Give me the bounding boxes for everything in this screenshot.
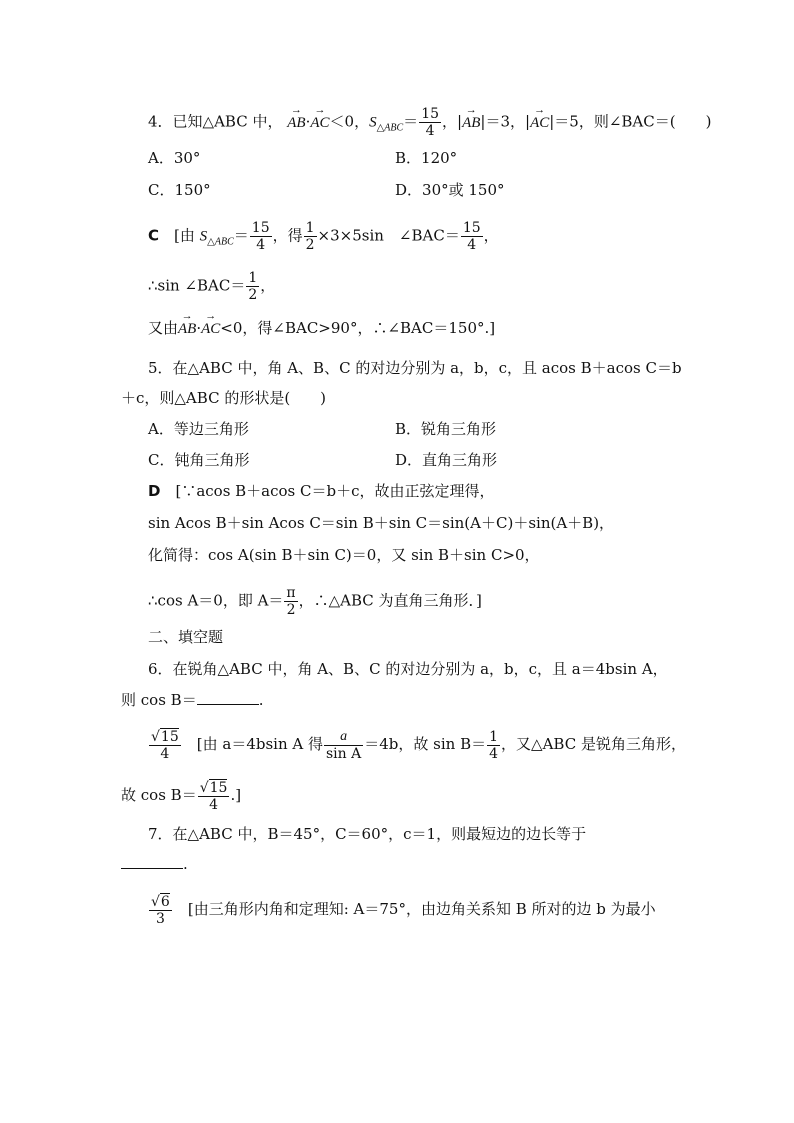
- q7-stem-line1: 7．在△ABC 中，B＝45°，C＝60°，c＝1，则最短边的边长等于: [148, 825, 587, 843]
- q4-stem: 4．已知△ABC 中， → AB·→ AC＜0，$S_{\triangle ABC}=$ $\frac{15}{4}$ ，|→ AB|＝3，|→ AC|＝5，则∠BAC＝( ): [148, 106, 711, 139]
- q5-stem-line2: ＋c，则△ABC 的形状是( ): [121, 389, 327, 407]
- q5-option-c: C．钝角三角形: [148, 451, 250, 469]
- q5-option-d: D．直角三角形: [395, 451, 498, 469]
- q4-solution-line1: C [由 $S_{\triangle ABC}=$ $\frac{15}{4}$ ，得 $\frac{1}{2}$ ×3×5sin ∠BAC＝ $\frac{15}{4}$ ，: [148, 220, 499, 253]
- q5-stem-line1: 5．在△ABC 中，角 A、B、C 的对边分别为 a，b，c，且 acos B＋acos C＝b: [148, 359, 682, 377]
- answer-blank: [197, 690, 259, 705]
- q6-stem-line2: 则 cos B＝ .: [121, 691, 264, 709]
- q5-option-a: A．等边三角形: [148, 420, 249, 438]
- q5-solution-line3: 化简得：cos A(sin B＋sin C)＝0，又 sin B＋sin C>0，: [148, 546, 540, 564]
- q4-option-a: A．30°: [148, 149, 201, 167]
- q7-solution-line1: $\frac{√6}{3}$ [由三角形内角和定理知: A＝75°，由边角关系知 B 所对的边 b 为最小: [151, 894, 656, 927]
- section-heading: 二、填空题: [148, 628, 224, 646]
- q5-solution-line2: sin Acos B＋sin Acos C＝sin B＋sin C＝sin(A＋C)＋sin(A＋B)，: [148, 514, 615, 532]
- q4-solution-line2: ∴sin ∠BAC＝ $\frac{1}{2}$ ，: [148, 270, 276, 303]
- q5-solution-line4: ∴cos A＝0，即 A＝ $\frac{\pi}{2}$ ，∴△ABC 为直角三角形．]: [148, 585, 482, 618]
- q4-answer: C: [148, 226, 160, 245]
- q5-solution-line1: D [∵acos B＋acos C＝b＋c，故由正弦定理得，: [148, 482, 495, 500]
- q6-solution-line1: $\frac{√15}{4}$ [由 a＝4bsin A 得 $\frac{a}{\text{sin A}}$ ＝4b，故 sin B＝ $\frac{1}{4}$ ，又△ABC 是锐角三角形，: [151, 728, 686, 762]
- q6-stem-line1: 6．在锐角△ABC 中，角 A、B、C 的对边分别为 a，b，c，且 a＝4bsin A，: [148, 660, 668, 678]
- q6-solution-line2: 故 cos B＝ $\frac{√15}{4}$ .]: [121, 780, 242, 813]
- answer-blank: [121, 854, 183, 869]
- q7-stem-line2: .: [121, 854, 188, 874]
- q5-answer: D: [148, 482, 161, 500]
- q4-option-c: C．150°: [148, 181, 211, 199]
- q5-option-b: B．锐角三角形: [395, 420, 497, 438]
- q4-option-b: B．120°: [395, 149, 458, 167]
- q4-solution-line3: 又由→ AB·→ AC<0，得∠BAC>90°，∴∠BAC＝150°.]: [148, 318, 495, 339]
- q4-option-d: D．30°或 150°: [395, 181, 505, 199]
